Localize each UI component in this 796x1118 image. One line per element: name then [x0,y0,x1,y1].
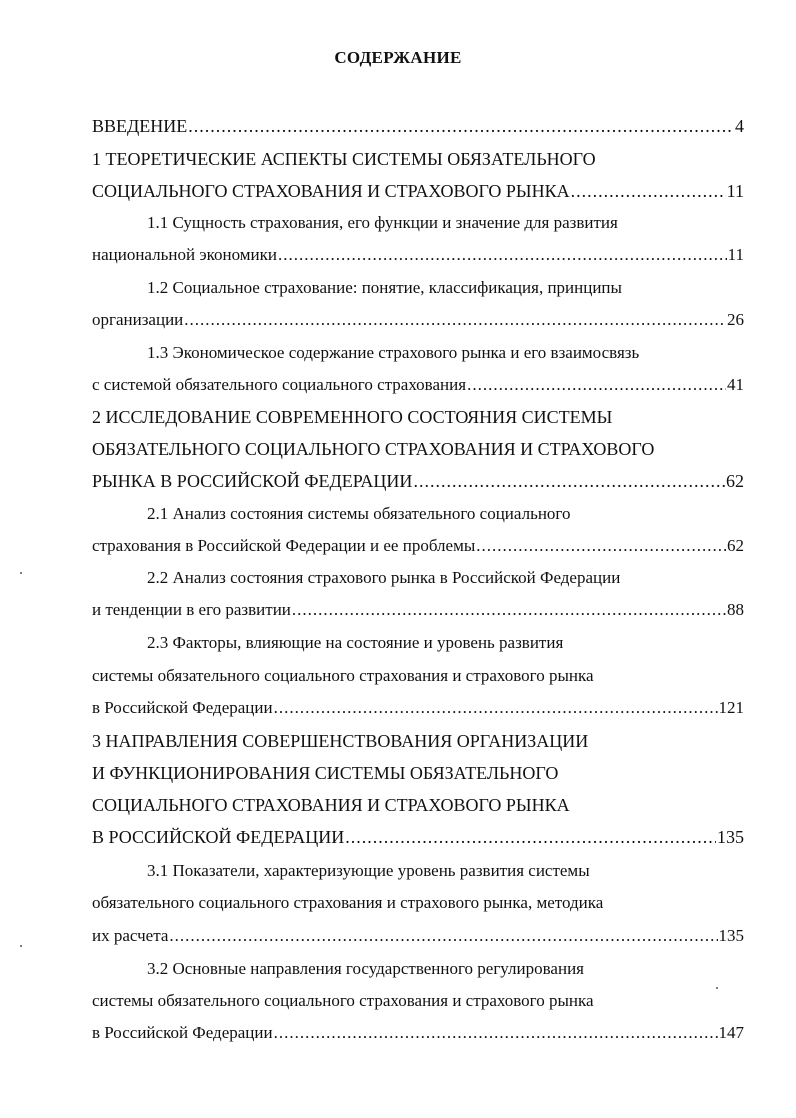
toc-entry-chapter-1 [92,147,744,171]
toc-page-number: 26 [727,310,744,329]
toc-entry-2-3 [147,631,744,655]
toc-leader-dots [274,696,718,720]
toc-entry-chapter-2-cont [92,437,744,461]
toc-entry-2-3-cont [92,696,744,720]
toc-entry-chapter-3-cont [92,761,744,785]
toc-entry-text: 1.1 Сущность страхования, его функции и значение для развития [147,213,618,232]
toc-page-number: 121 [718,698,744,717]
toc-entry-3-1-cont [92,924,744,948]
toc-entry-chapter-3 [92,729,744,753]
toc-entry-text: и тенденции в его развитии [92,600,291,619]
toc-entry-text: национальной экономики [92,245,277,264]
toc-entry-text: СОЦИАЛЬНОГО СТРАХОВАНИЯ И СТРАХОВОГО РЫНКА [92,181,570,201]
toc-leader-dots [345,825,716,849]
toc-entry-2-1 [147,502,744,526]
toc-entry-text: 2.2 Анализ состояния страхового рынка в Российской Федерации [147,568,621,587]
toc-entry-text: 3 НАПРАВЛЕНИЯ СОВЕРШЕНСТВОВАНИЯ ОРГАНИЗАЦИИ [92,731,589,751]
toc-entry-text: обязательного социального страхования и страхового рынка, методика [92,893,604,912]
toc-entry-chapter-3-cont [92,793,744,817]
toc-entry-text: 1.2 Социальное страхование: понятие, классификация, принципы [147,278,622,297]
toc-leader-dots [274,1021,718,1045]
toc-leader-dots [188,114,734,138]
toc-entry-text: 3.2 Основные направления государственного регулирования [147,959,584,978]
toc-page-number: 147 [718,1023,744,1042]
toc-entry-text: 2.3 Факторы, влияющие на состояние и уровень развития [147,633,564,652]
toc-entry-chapter-2 [92,405,744,429]
toc-page-number: 41 [727,375,744,394]
toc-entry-text: организации [92,310,184,329]
page-title: СОДЕРЖАНИЕ [334,48,462,67]
toc-entry-text: в Российской Федерации [92,698,273,717]
toc-entry-3-1-cont [92,891,744,915]
toc-entry-text: в Российской Федерации [92,1023,273,1042]
toc-entry-text: РЫНКА В РОССИЙСКОЙ ФЕДЕРАЦИИ [92,471,413,491]
toc-entry-chapter-3-cont [92,825,744,849]
toc-entry-3-2 [147,957,744,981]
scan-speck [20,572,22,574]
toc-entry-text: И ФУНКЦИОНИРОВАНИЯ СИСТЕМЫ ОБЯЗАТЕЛЬНОГО [92,763,559,783]
scan-speck [20,945,22,947]
toc-entry-1-3-cont [92,373,744,397]
toc-entry-2-2 [147,566,744,590]
toc-page-number: 4 [735,116,744,136]
toc-entry-text: ВВЕДЕНИЕ [92,116,188,136]
toc-entry-1-2-cont [92,308,744,332]
toc-entry-1-1 [147,211,744,235]
toc-entry-text: 2 ИССЛЕДОВАНИЕ СОВРЕМЕННОГО СОСТОЯНИЯ СИСТЕМЫ [92,407,613,427]
toc-entry-1-1-cont [92,243,744,267]
toc-entry-text: ОБЯЗАТЕЛЬНОГО СОЦИАЛЬНОГО СТРАХОВАНИЯ И СТРАХОВОГО [92,439,655,459]
toc-entry-chapter-1-cont [92,179,744,203]
toc-entry-text: 2.1 Анализ состояния системы обязательного социального [147,504,571,523]
toc-entry-text: В РОССИЙСКОЙ ФЕДЕРАЦИИ [92,827,345,847]
toc-leader-dots [467,373,726,397]
toc-leader-dots [184,308,726,332]
toc-leader-dots [292,598,726,622]
toc-entry-chapter-2-cont [92,469,744,493]
toc-leader-dots [278,243,727,267]
toc-entry-text: их расчета [92,926,169,945]
toc-page-number: 135 [717,827,744,847]
toc-leader-dots [476,534,726,558]
toc-leader-dots [571,179,726,203]
toc-entry-text: страхования в Российской Федерации и ее проблемы [92,536,476,555]
toc-entry-introduction [92,114,744,138]
toc-entry-2-3-cont [92,664,744,688]
toc-page-number: 11 [727,245,744,264]
toc-entry-1-2 [147,276,744,300]
toc-entry-text: системы обязательного социального страхования и страхового рынка [92,991,594,1010]
toc-page-number: 11 [726,181,744,201]
toc-entry-text: СОЦИАЛЬНОГО СТРАХОВАНИЯ И СТРАХОВОГО РЫНКА [92,795,570,815]
toc-entry-3-2-cont [92,1021,744,1045]
toc-page-number: 62 [727,536,744,555]
toc-entry-2-1-cont [92,534,744,558]
toc-page-number: 135 [718,926,744,945]
toc-page-number: 62 [726,471,744,491]
toc-entry-text: 1.3 Экономическое содержание страхового рынка и его взаимосвязь [147,343,640,362]
toc-page-number: 88 [727,600,744,619]
toc-entry-2-2-cont [92,598,744,622]
toc-entry-3-1 [147,859,744,883]
toc-entry-text: с системой обязательного социального страхования [92,375,467,394]
toc-entry-1-3 [147,341,744,365]
toc-entry-3-2-cont [92,989,744,1013]
toc-leader-dots [169,924,717,948]
toc-entry-text: 3.1 Показатели, характеризующие уровень развития системы [147,861,590,880]
toc-entry-text: 1 ТЕОРЕТИЧЕСКИЕ АСПЕКТЫ СИСТЕМЫ ОБЯЗАТЕЛЬНОГО [92,149,596,169]
scan-speck [716,987,718,989]
toc-entry-text: системы обязательного социального страхования и страхового рынка [92,666,594,685]
toc-leader-dots [413,469,725,493]
